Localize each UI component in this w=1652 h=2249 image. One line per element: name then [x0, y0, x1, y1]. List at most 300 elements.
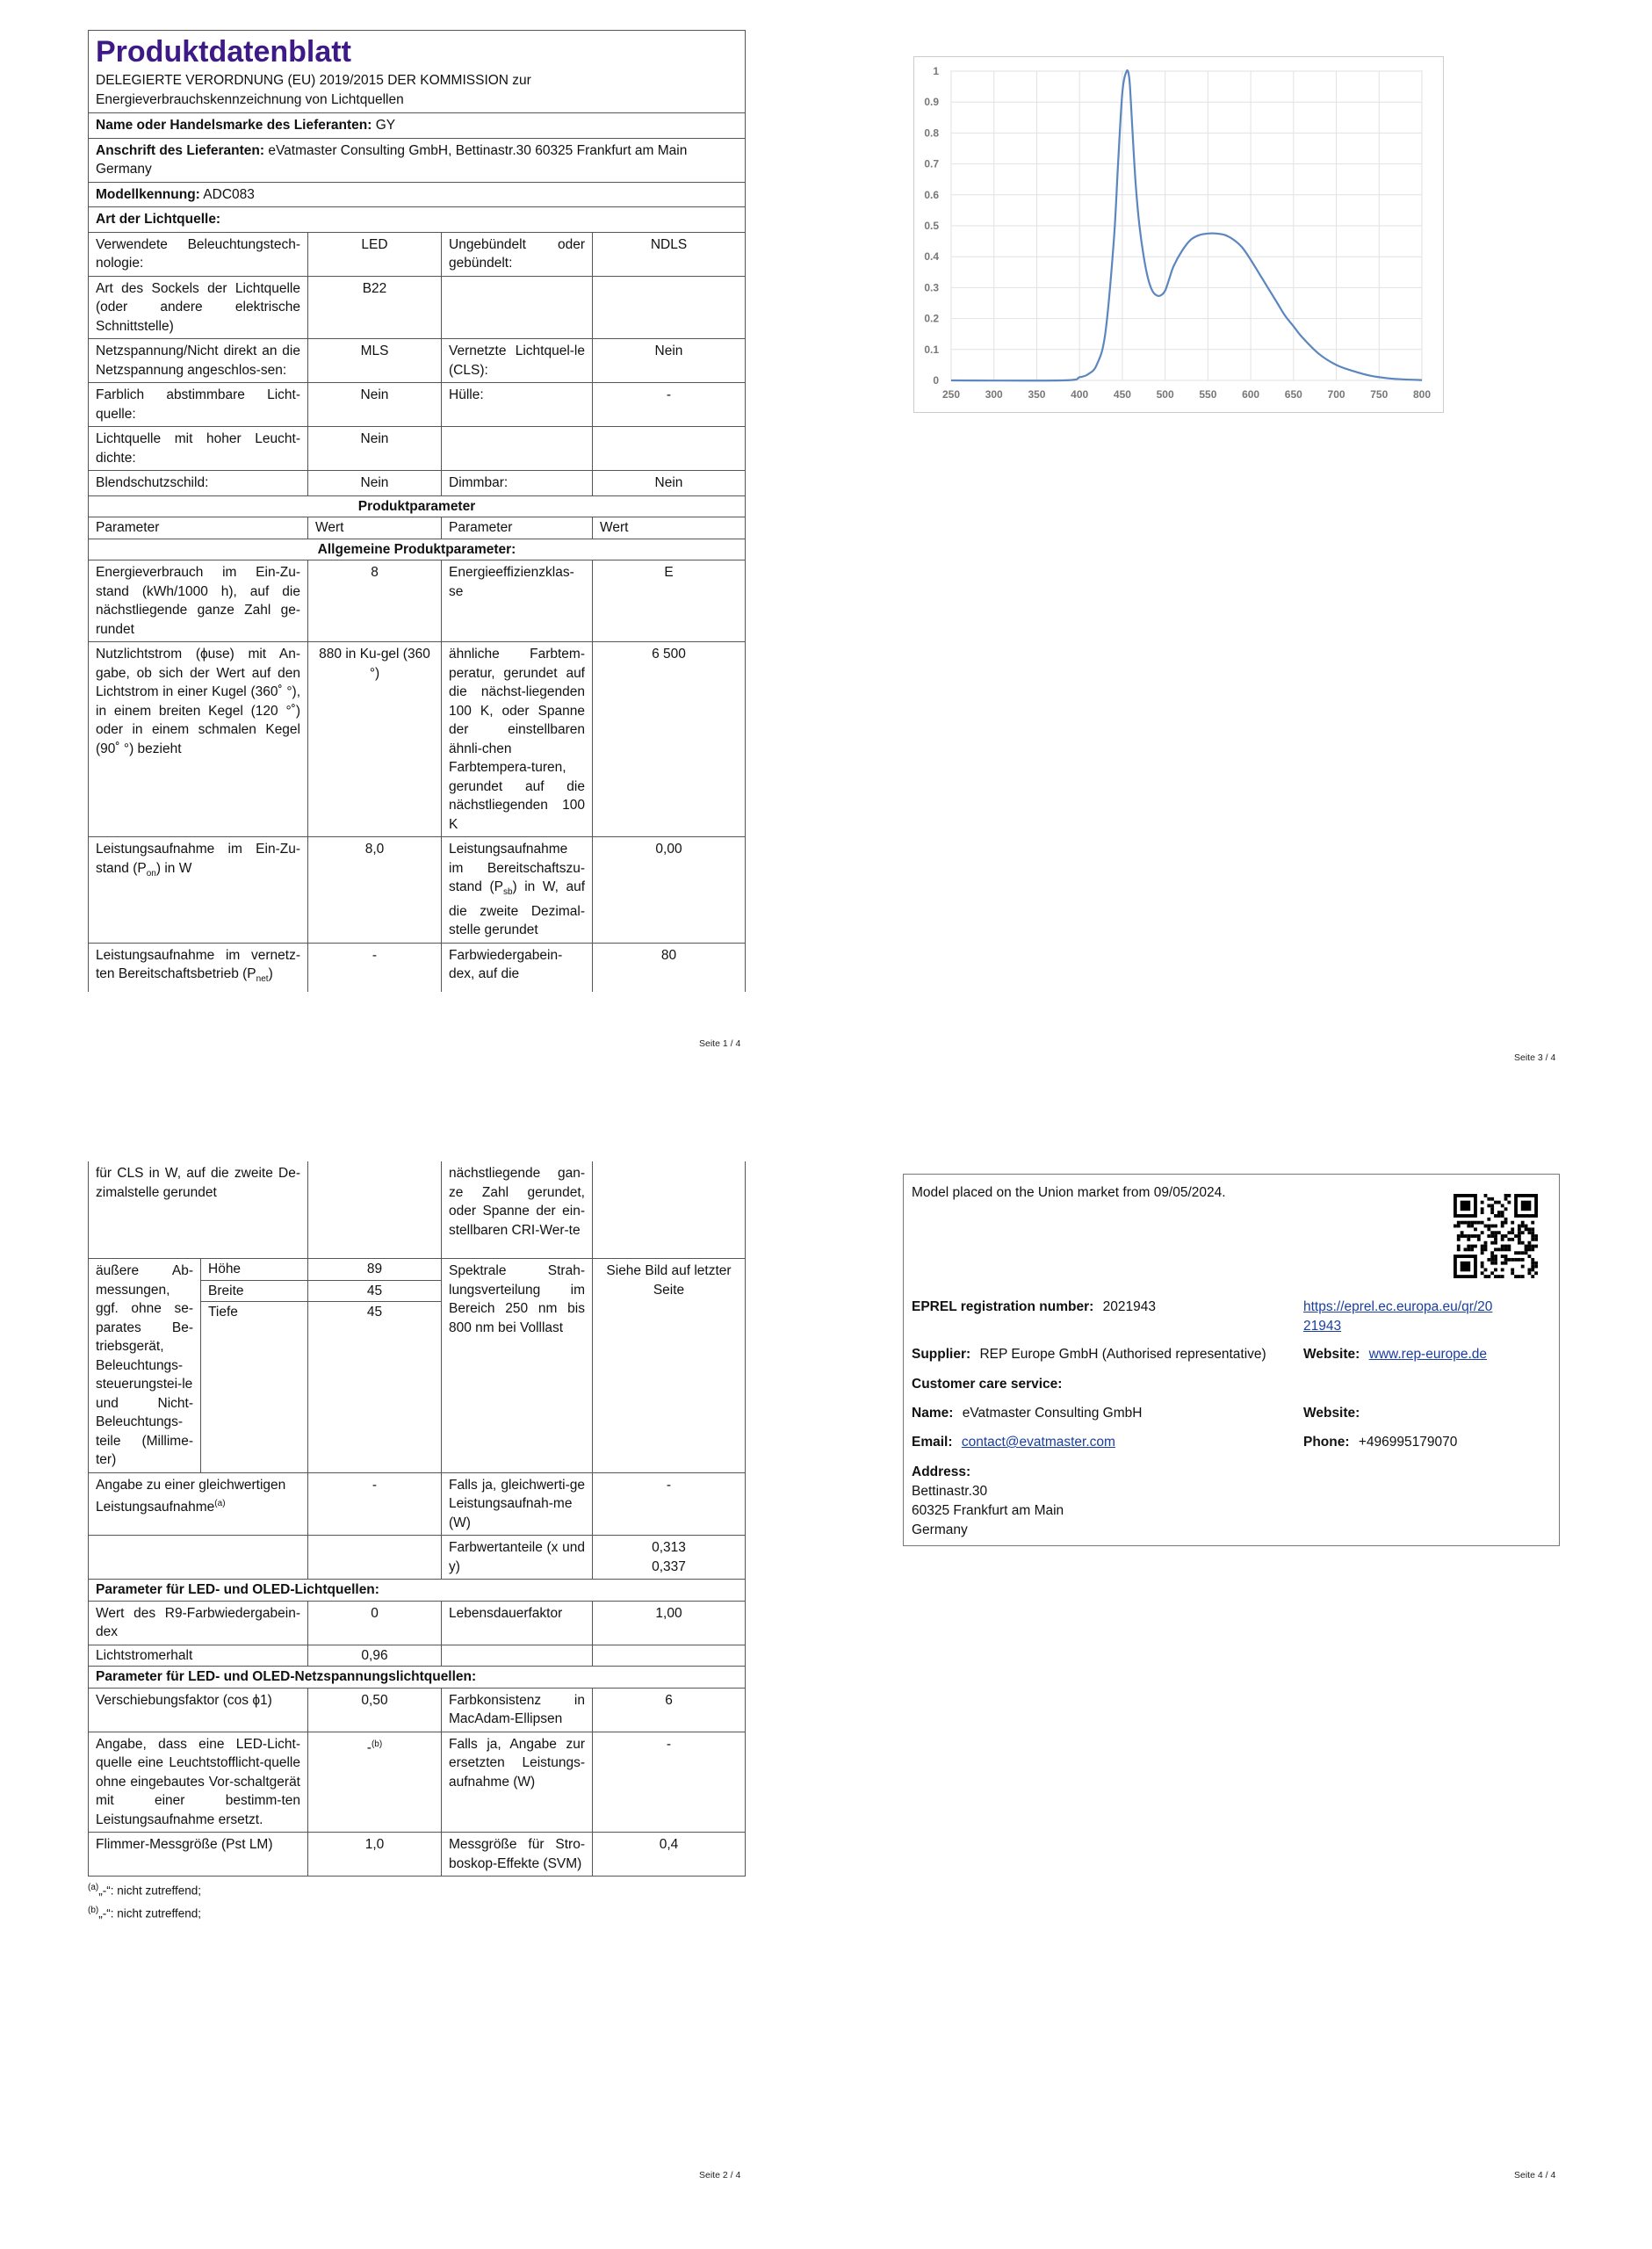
param-value — [308, 1732, 442, 1833]
qr-module — [1531, 1227, 1534, 1231]
product-params-heading: Produktparameter — [357, 498, 476, 514]
qr-module — [1531, 1268, 1534, 1271]
qr-module — [1521, 1258, 1525, 1262]
qr-module — [1487, 1204, 1490, 1208]
param-value: - — [593, 1472, 746, 1536]
qr-module — [1501, 1238, 1504, 1241]
qr-module — [1531, 1234, 1534, 1238]
param-value: Nein — [308, 471, 442, 496]
email-row — [912, 1433, 1115, 1452]
qr-module — [1481, 1201, 1484, 1204]
qr-module — [1490, 1255, 1494, 1258]
qr-module — [1518, 1225, 1521, 1228]
qr-module — [1481, 1221, 1484, 1225]
height-value: 89 — [308, 1259, 442, 1281]
qr-module — [1534, 1234, 1538, 1238]
qr-module — [1484, 1241, 1488, 1245]
y-tick-label: 0.4 — [924, 250, 939, 264]
qr-module — [1501, 1211, 1504, 1214]
x-tick-label: 650 — [1284, 388, 1302, 401]
qr-module — [1501, 1262, 1504, 1265]
y-tick-label: 0.5 — [924, 220, 939, 232]
qr-module — [1497, 1201, 1501, 1204]
param-value: 0,96 — [308, 1645, 442, 1667]
qr-module — [1490, 1225, 1494, 1228]
x-tick-label: 550 — [1199, 388, 1217, 401]
param-label: Energieverbrauch im Ein-Zu-stand (kWh/1000 h), auf die nächstliegende ganze Zahl ge-rundet — [89, 560, 308, 642]
networked-text: ) — [268, 966, 273, 982]
param-label — [442, 276, 593, 339]
empty-cell — [593, 1645, 746, 1667]
qr-code-icon — [1454, 1194, 1538, 1278]
param-value: Nein — [593, 471, 746, 496]
qr-module — [1507, 1258, 1511, 1262]
table-header-row — [89, 517, 746, 539]
qr-module — [1514, 1275, 1518, 1278]
eprel-link[interactable] — [1303, 1298, 1492, 1336]
param-value: 1,00 — [593, 1601, 746, 1645]
qr-module — [1527, 1227, 1531, 1231]
address-line: Bettinastr.30 — [912, 1484, 988, 1499]
column-header: Parameter — [89, 517, 308, 539]
param-value: - — [593, 1732, 746, 1833]
y-tick-label: 0.7 — [924, 157, 939, 170]
website-row — [1303, 1345, 1487, 1364]
standby-text: ) in W, auf die zweite Dezimal-stelle gerundet — [449, 879, 585, 938]
qr-module — [1527, 1255, 1531, 1258]
page-2 — [88, 1161, 745, 1923]
qr-module — [1525, 1251, 1528, 1255]
subscript: on — [146, 868, 156, 879]
qr-module — [1514, 1234, 1518, 1238]
page-number: Seite 1 / 4 — [699, 1038, 741, 1049]
table-row — [89, 276, 746, 339]
qr-module — [1511, 1238, 1514, 1241]
x-tick-label: 450 — [1113, 388, 1131, 401]
empty-cell — [442, 1645, 593, 1667]
x-tick-label: 250 — [941, 388, 961, 401]
led-mains-params-heading: Parameter für LED- und OLED-Netzspannungslichtquellen: — [96, 1669, 477, 1684]
param-label: Wert des R9-Farbwiedergabein-dex — [89, 1601, 308, 1645]
param-value: Nein — [593, 339, 746, 383]
qr-module — [1470, 1225, 1474, 1228]
qr-module — [1494, 1247, 1497, 1251]
qr-module — [1484, 1275, 1488, 1278]
table-row — [89, 1472, 746, 1536]
qr-module — [1467, 1245, 1470, 1248]
spectral-chart-svg — [914, 57, 1443, 412]
qr-module — [1477, 1234, 1481, 1238]
param-label: Falls ja, Angabe zur ersetzten Leistungs-aufnahme (W) — [442, 1732, 593, 1833]
qr-module — [1490, 1251, 1494, 1255]
table-row — [89, 1259, 746, 1281]
qr-module — [1527, 1231, 1531, 1234]
qr-module — [1481, 1207, 1484, 1211]
spectral-label: Spektrale Strah-lungsverteilung im Bereich 250 nm bis 800 nm bei Volllast — [442, 1259, 593, 1473]
param-label: Art des Sockels der Lichtquelle (oder andere elektrische Schnittstelle) — [89, 276, 308, 339]
name-row — [912, 1404, 1142, 1423]
qr-module — [1481, 1265, 1484, 1269]
table-row — [89, 642, 746, 837]
qr-module — [1501, 1245, 1504, 1248]
qr-module — [1501, 1234, 1504, 1238]
qr-module — [1494, 1238, 1497, 1241]
qr-module — [1531, 1247, 1534, 1251]
page-number: Seite 3 / 4 — [1514, 1052, 1556, 1063]
qr-module — [1501, 1255, 1504, 1258]
supplier-name-row — [89, 113, 746, 139]
qr-module — [1484, 1247, 1488, 1251]
qr-module — [1461, 1201, 1471, 1211]
page-number: Seite 2 / 4 — [699, 2170, 741, 2180]
qr-module — [1481, 1231, 1484, 1234]
qr-module — [1518, 1234, 1521, 1238]
qr-module — [1490, 1241, 1494, 1245]
qr-module — [1481, 1211, 1484, 1214]
param-value: - — [308, 943, 442, 992]
param-label: Lebensdauerfaktor — [442, 1601, 593, 1645]
param-label — [89, 943, 308, 992]
param-value: B22 — [308, 276, 442, 339]
qr-module — [1470, 1234, 1474, 1238]
qr-module — [1490, 1207, 1494, 1211]
qr-module — [1521, 1231, 1525, 1234]
replace-value: - — [366, 1739, 372, 1755]
standby-text: Leistungsaufnahme im Bereitschaftszu-stand (P — [449, 842, 585, 894]
qr-module — [1494, 1262, 1497, 1265]
website2-row — [1303, 1404, 1360, 1423]
param-value — [593, 276, 746, 339]
footnote-b — [88, 1901, 745, 1924]
qr-module — [1494, 1234, 1497, 1238]
equiv-label-text: Angabe zu einer gleichwertigen Leistungsaufnahme — [96, 1477, 286, 1515]
param-label: Falls ja, gleichwerti-ge Leistungsaufnah-me (W) — [442, 1472, 593, 1536]
qr-module — [1494, 1201, 1497, 1204]
qr-module — [1490, 1231, 1494, 1234]
qr-module — [1484, 1245, 1488, 1248]
light-source-type-heading: Art der Lichtquelle: — [96, 212, 221, 227]
qr-module — [1507, 1231, 1511, 1234]
qr-module — [1531, 1221, 1534, 1225]
footnote-text: „-“: nicht zutreffend; — [98, 1906, 202, 1920]
table-row — [89, 1601, 746, 1645]
qr-module — [1461, 1262, 1471, 1272]
subscript: net — [256, 974, 269, 985]
empty-cell — [89, 1536, 308, 1580]
param-value: - — [593, 383, 746, 427]
qr-module — [1484, 1268, 1488, 1271]
param-value: Nein — [308, 383, 442, 427]
width-label: Breite — [201, 1280, 308, 1302]
qr-module — [1487, 1225, 1490, 1228]
qr-module — [1484, 1194, 1488, 1197]
x-tick-labels — [942, 388, 1431, 401]
qr-module — [1521, 1225, 1525, 1228]
y-tick-label: 0.2 — [924, 312, 939, 325]
email-link[interactable]: contact@evatmaster.com — [961, 1435, 1115, 1450]
qr-module — [1507, 1201, 1511, 1204]
qr-module — [1504, 1221, 1508, 1225]
y-tick-label: 0.8 — [924, 127, 939, 140]
qr-module — [1534, 1265, 1538, 1269]
qr-module — [1511, 1231, 1514, 1234]
model-row — [89, 182, 746, 207]
param-label: Verschiebungsfaktor (cos ϕ1) — [89, 1688, 308, 1732]
qr-module — [1487, 1197, 1490, 1201]
qr-module — [1470, 1247, 1474, 1251]
qr-module — [1467, 1221, 1470, 1225]
footnote-a — [88, 1878, 745, 1901]
supplier-value: REP Europe GmbH (Authorised representative) — [979, 1347, 1266, 1362]
qr-module — [1461, 1234, 1464, 1238]
qr-module — [1504, 1247, 1508, 1251]
qr-module — [1464, 1221, 1468, 1225]
qr-module — [1511, 1227, 1514, 1231]
qr-module — [1477, 1238, 1481, 1241]
footnote-text: „-“: nicht zutreffend; — [98, 1884, 202, 1898]
qr-module — [1521, 1221, 1525, 1225]
qr-module — [1474, 1234, 1477, 1238]
qr-module — [1464, 1234, 1468, 1238]
qr-module — [1497, 1247, 1501, 1251]
qr-module — [1527, 1268, 1531, 1271]
qr-module — [1457, 1238, 1461, 1241]
eprel-label: EPREL registration number: — [912, 1299, 1094, 1314]
model-value: ADC083 — [203, 186, 255, 202]
depth-label: Tiefe — [201, 1302, 308, 1473]
param-label: Hülle: — [442, 383, 593, 427]
qr-module — [1490, 1262, 1494, 1265]
spectral-value: Siehe Bild auf letzter Seite — [593, 1259, 746, 1473]
param-value: 880 in Ku-gel (360 °) — [308, 642, 442, 837]
qr-module — [1494, 1214, 1497, 1218]
param-label: Nutzlichtstrom (ϕuse) mit An-gabe, ob sich der Wert auf den Lichtstrom in einer Kugel (360˚ °), in einem breiten Kegel (120 °˚) oder in einem schmalen Kegel (90˚ °) bezieht — [89, 642, 308, 837]
general-params-heading: Allgemeine Produktparameter: — [317, 541, 516, 557]
param-label: Farblich abstimmbare Licht-quelle: — [89, 383, 308, 427]
qr-module — [1504, 1234, 1508, 1238]
y-tick-label: 1 — [933, 65, 939, 77]
qr-module — [1484, 1225, 1488, 1228]
x-tick-label: 700 — [1327, 388, 1345, 401]
table-row — [89, 471, 746, 496]
column-header: Parameter — [442, 517, 593, 539]
qr-module — [1504, 1194, 1508, 1197]
address-block — [912, 1463, 1064, 1540]
y-tick-label: 0.1 — [924, 343, 939, 356]
qr-module — [1467, 1247, 1470, 1251]
param-value — [308, 1161, 442, 1259]
param-label: Netzspannung/Nicht direkt an die Netzspannung angeschlos-sen: — [89, 339, 308, 383]
qr-module — [1531, 1262, 1534, 1265]
param-label: Dimmbar: — [442, 471, 593, 496]
y-tick-label: 0.9 — [924, 96, 939, 109]
param-label: Farbwiedergabein-dex, auf die — [442, 943, 593, 992]
qr-module — [1467, 1238, 1470, 1241]
placed-on-market: Model placed on the Union market from 09/05/2024. — [912, 1185, 1226, 1200]
table-row — [89, 1732, 746, 1833]
qr-module — [1521, 1251, 1525, 1255]
table-row — [89, 943, 746, 992]
qr-module — [1531, 1258, 1534, 1262]
table-row — [89, 1161, 746, 1259]
qr-module — [1534, 1238, 1538, 1241]
qr-module — [1518, 1227, 1521, 1231]
param-value: 0,00 — [593, 837, 746, 944]
qr-module — [1481, 1245, 1484, 1248]
product-datasheet-table — [88, 30, 746, 992]
qr-module — [1525, 1225, 1528, 1228]
qr-module — [1518, 1258, 1521, 1262]
qr-module — [1457, 1221, 1461, 1225]
x-tick-label: 400 — [1071, 388, 1089, 401]
table-row — [89, 427, 746, 471]
networked-text: Leistungsaufnahme im vernetz-ten Bereitschaftsbetrieb (P — [96, 947, 300, 982]
y-tick-label: 0.6 — [924, 188, 939, 201]
qr-module — [1461, 1231, 1464, 1234]
supplier-name-value: GY — [375, 118, 396, 133]
param-label — [89, 1472, 308, 1536]
qr-module — [1457, 1245, 1461, 1248]
subscript: sb — [502, 887, 513, 898]
param-value: 0,50 — [308, 1688, 442, 1732]
qr-module — [1518, 1241, 1521, 1245]
x-tick-label: 500 — [1156, 388, 1174, 401]
param-label: Verwendete Beleuchtungstech-nologie: — [89, 232, 308, 276]
param-value: 1,0 — [308, 1833, 442, 1877]
website-link[interactable]: www.rep-europe.de — [1368, 1347, 1488, 1362]
power-on-text: Leistungsaufnahme im Ein-Zu-stand (P — [96, 842, 300, 876]
qr-module — [1490, 1234, 1494, 1238]
address-label: Address: — [912, 1464, 971, 1479]
eprel-link-line2[interactable]: 21943 — [1303, 1319, 1342, 1334]
qr-module — [1518, 1231, 1521, 1234]
website2-label: Website: — [1303, 1406, 1360, 1421]
param-label: Lichtstromerhalt — [89, 1645, 308, 1667]
param-label: Farbkonsistenz in MacAdam-Ellipsen — [442, 1688, 593, 1732]
param-label: Flimmer-Messgröße (Pst LM) — [89, 1833, 308, 1877]
x-tick-label: 750 — [1370, 388, 1389, 401]
dimensions-label: äußere Ab-messungen, ggf. ohne se-parates Be-triebsgerät, Beleuchtungs-steuerungstei-le und Nicht-Beleuchtungs-teile (Millime-ter) — [89, 1259, 201, 1473]
x-tick-label: 800 — [1412, 388, 1432, 401]
depth-value: 45 — [308, 1302, 442, 1473]
page-title: Produktdatenblatt — [96, 35, 351, 69]
qr-module — [1487, 1227, 1490, 1231]
table-row — [89, 339, 746, 383]
qr-module — [1531, 1275, 1534, 1278]
param-label: nächstliegende gan-ze Zahl gerundet, oder Spanne der ein-stellbaren CRI-Wer-te — [442, 1161, 593, 1259]
qr-module — [1518, 1275, 1521, 1278]
regulation-text: DELEGIERTE VERORDNUNG (EU) 2019/2015 DER KOMMISSION zur Energieverbrauchskennzeichnung von Lichtquellen — [96, 73, 531, 107]
qr-module — [1525, 1245, 1528, 1248]
customer-care-label: Customer care service: — [912, 1377, 1063, 1392]
email-label: Email: — [912, 1435, 953, 1450]
x-tick-label: 600 — [1242, 388, 1260, 401]
footnote-mark: (b) — [371, 1739, 383, 1749]
width-value: 45 — [308, 1280, 442, 1302]
power-on-text: ) in W — [155, 860, 192, 876]
qr-module — [1534, 1262, 1538, 1265]
param-label: ähnliche Farbtem-peratur, gerundet auf die nächst-liegenden 100 K, oder Spanne der einstellbaren ähnli-chen Farbtempera-turen, gerundet auf die nächstliegenden 100 K — [442, 642, 593, 837]
supplier-address-row — [89, 138, 746, 182]
supplier-address-value: eVatmaster Consulting GmbH, Bettinastr.30 60325 Frankfurt am Main Germany — [96, 142, 688, 177]
customer-care-heading — [912, 1375, 1062, 1394]
y-tick-label: 0.3 — [924, 281, 939, 294]
qr-module — [1521, 1241, 1525, 1245]
name-value: eVatmaster Consulting GmbH — [962, 1406, 1143, 1421]
qr-module — [1457, 1225, 1461, 1228]
supplier-row — [912, 1345, 1266, 1364]
y-tick-labels — [924, 65, 939, 387]
qr-module — [1494, 1258, 1497, 1262]
phone-value: +496995179070 — [1358, 1435, 1458, 1450]
table-row — [89, 383, 746, 427]
qr-module — [1511, 1268, 1514, 1271]
param-value — [593, 427, 746, 471]
model-label: Modellkennung: — [96, 186, 200, 202]
qr-module — [1525, 1247, 1528, 1251]
chart-grid — [951, 71, 1422, 380]
qr-module — [1514, 1258, 1518, 1262]
param-value — [593, 1536, 746, 1580]
qr-module — [1531, 1238, 1534, 1241]
qr-module — [1521, 1201, 1532, 1211]
qr-module — [1494, 1268, 1497, 1271]
qr-module — [1527, 1247, 1531, 1251]
qr-module — [1527, 1271, 1531, 1275]
qr-module — [1534, 1245, 1538, 1248]
qr-module — [1490, 1211, 1494, 1214]
param-value: 6 500 — [593, 642, 746, 837]
qr-module — [1487, 1258, 1490, 1262]
qr-module — [1507, 1245, 1511, 1248]
param-label: Blendschutzschild: — [89, 471, 308, 496]
qr-module — [1534, 1271, 1538, 1275]
param-value — [593, 1161, 746, 1259]
height-label: Höhe — [201, 1259, 308, 1281]
param-label — [442, 427, 593, 471]
param-value: 8 — [308, 560, 442, 642]
qr-module — [1504, 1245, 1508, 1248]
qr-module — [1481, 1262, 1484, 1265]
eprel-link-line1[interactable]: https://eprel.ec.europa.eu/qr/20 — [1303, 1299, 1493, 1314]
qr-module — [1474, 1227, 1477, 1231]
supplier-address-label: Anschrift des Lieferanten: — [96, 142, 265, 158]
qr-module — [1474, 1221, 1477, 1225]
footnotes — [88, 1878, 745, 1923]
qr-module — [1501, 1275, 1504, 1278]
eprel-info-box — [903, 1174, 1560, 1546]
qr-module — [1531, 1245, 1534, 1248]
qr-module — [1501, 1204, 1504, 1208]
column-header: Wert — [308, 517, 442, 539]
qr-module — [1487, 1275, 1490, 1278]
param-value: LED — [308, 232, 442, 276]
footnote-mark: (a) — [88, 1883, 99, 1892]
qr-module — [1481, 1251, 1484, 1255]
qr-module — [1507, 1247, 1511, 1251]
qr-module — [1501, 1225, 1504, 1228]
qr-module — [1511, 1271, 1514, 1275]
qr-module — [1457, 1247, 1461, 1251]
qr-module — [1467, 1225, 1470, 1228]
param-label: Lichtquelle mit hoher Leucht-dichte: — [89, 427, 308, 471]
qr-module — [1494, 1225, 1497, 1228]
param-value: 0 — [308, 1601, 442, 1645]
param-label — [89, 837, 308, 944]
qr-module — [1490, 1197, 1494, 1201]
name-label: Name: — [912, 1406, 954, 1421]
qr-module — [1521, 1275, 1525, 1278]
